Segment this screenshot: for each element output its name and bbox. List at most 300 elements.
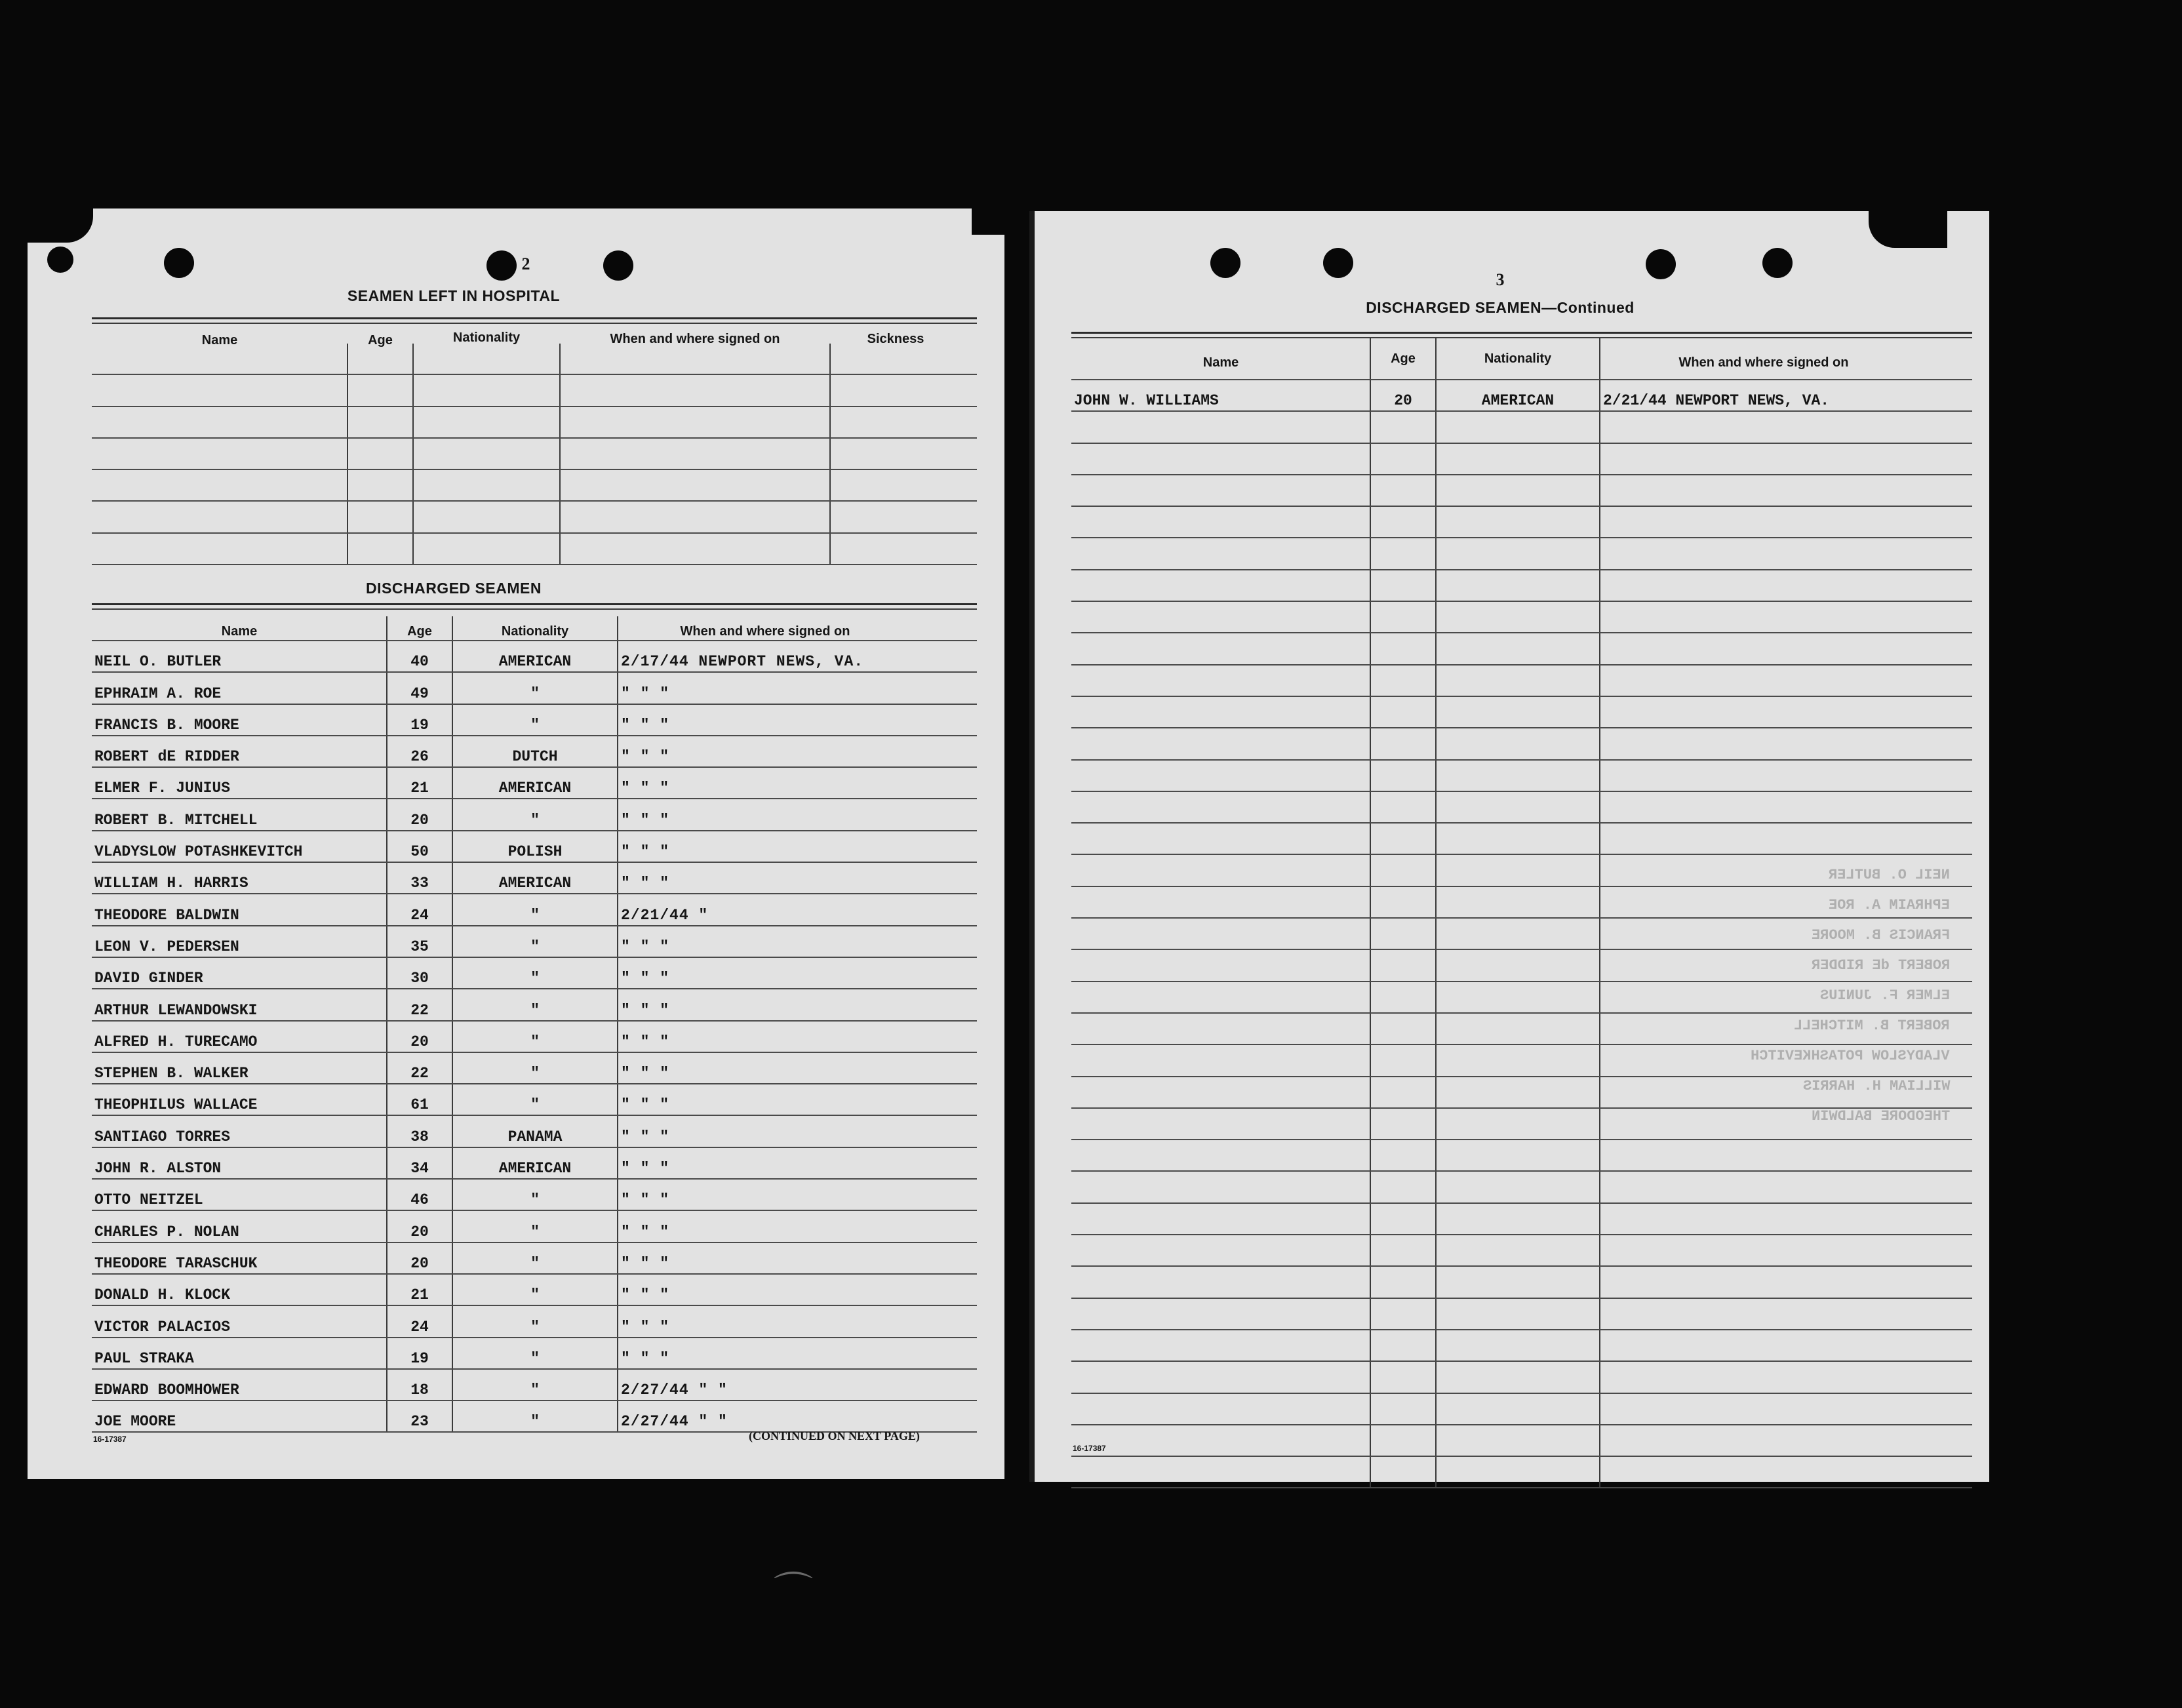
seaman-name: JOHN R. ALSTON (92, 1147, 387, 1179)
bleed-through-line: ROBERT B. MITCHELL (1794, 1018, 1950, 1034)
hospital-cell-sickness (830, 407, 977, 438)
empty-cell (1370, 538, 1436, 569)
empty-cell (1071, 728, 1370, 759)
empty-cell (1370, 506, 1436, 538)
hospital-table (92, 344, 977, 565)
table-row (92, 1305, 977, 1337)
empty-cell (1436, 411, 1600, 443)
table-row (92, 438, 977, 469)
empty-row (1071, 475, 1972, 506)
right-col-nationality: Nationality (1484, 351, 1552, 366)
seaman-nationality: " (452, 1369, 618, 1400)
hospital-cell-nationality (413, 374, 560, 406)
seaman-signed-on: " " " (618, 1147, 977, 1179)
table-row (92, 1210, 977, 1242)
empty-cell (1071, 1108, 1370, 1140)
empty-cell (1071, 696, 1370, 728)
binder-hole-icon (164, 248, 194, 278)
empty-cell (1436, 570, 1600, 601)
empty-cell (1436, 1044, 1600, 1076)
table-row (92, 1147, 977, 1179)
binder-hole-icon (1762, 248, 1793, 278)
seaman-signed-on: 2/21/44 " (618, 894, 977, 925)
seaman-signed-on: " " " (618, 862, 977, 894)
seaman-nationality: " (452, 957, 618, 989)
empty-cell (1071, 982, 1370, 1013)
empty-cell (1071, 1235, 1370, 1266)
empty-cell (1436, 665, 1600, 696)
empty-cell (1370, 696, 1436, 728)
seaman-name: ELMER F. JUNIUS (92, 767, 387, 799)
table-row (92, 1052, 977, 1084)
empty-cell (1370, 982, 1436, 1013)
empty-cell (1071, 760, 1370, 791)
hospital-cell-signed (560, 501, 830, 532)
empty-cell (1370, 1456, 1436, 1488)
seaman-signed-on: " " " (618, 989, 977, 1020)
table-row (92, 533, 977, 565)
empty-cell (1071, 506, 1370, 538)
hospital-cell-sickness (830, 344, 977, 374)
empty-cell (1071, 1077, 1370, 1108)
seaman-nationality: " (452, 989, 618, 1020)
empty-cell (1436, 791, 1600, 823)
seaman-age: 22 (387, 989, 452, 1020)
empty-row (1071, 1140, 1972, 1171)
empty-cell (1071, 1044, 1370, 1076)
seaman-age: 49 (387, 672, 452, 704)
header-cell (387, 616, 452, 641)
empty-cell (1600, 633, 1972, 664)
form-number: 16-17387 (1073, 1444, 1106, 1453)
empty-cell (1600, 475, 1972, 506)
empty-cell (1071, 633, 1370, 664)
bleed-through-line: ELMER F. JUNIUS (1819, 987, 1950, 1004)
table-row (92, 374, 977, 406)
bleed-through-line: VLADYSLOW POTASHKEVITCH (1751, 1048, 1950, 1064)
seaman-name: JOHN W. WILLIAMS (1071, 380, 1370, 411)
table-row (92, 957, 977, 989)
seaman-signed-on: " " " (618, 831, 977, 862)
empty-row (1071, 1425, 1972, 1456)
header-cell (92, 616, 387, 641)
empty-cell (1071, 854, 1370, 886)
empty-cell (1600, 538, 1972, 569)
seaman-nationality: AMERICAN (1436, 380, 1600, 411)
bleed-through-line: NEIL O. BUTLER (1829, 867, 1950, 883)
pen-mark: ⌒ (774, 1569, 813, 1615)
empty-cell (1600, 601, 1972, 633)
table-row (92, 1400, 977, 1432)
table-row (92, 767, 977, 799)
empty-cell (1436, 1140, 1600, 1171)
hospital-col-nationality: Nationality (452, 330, 521, 345)
table-row (92, 799, 977, 830)
torn-corner (28, 209, 93, 243)
right-col-signed: When and where signed on (1678, 355, 1849, 370)
binder-hole-icon (1646, 249, 1676, 279)
empty-cell (1436, 918, 1600, 949)
empty-cell (1436, 854, 1600, 886)
seaman-age: 26 (387, 736, 452, 767)
empty-row (1071, 538, 1972, 569)
empty-cell (1436, 1393, 1600, 1425)
empty-row (1071, 1456, 1972, 1488)
empty-cell (1071, 443, 1370, 475)
hospital-cell-nationality (413, 469, 560, 501)
empty-cell (1370, 1108, 1436, 1140)
empty-cell (1071, 1171, 1370, 1202)
empty-cell (1370, 1330, 1436, 1361)
header-cell (1600, 338, 1972, 380)
hospital-cell-age (347, 469, 413, 501)
table-row (92, 704, 977, 736)
empty-row (1071, 1361, 1972, 1393)
hospital-cell-sickness (830, 374, 977, 406)
seaman-nationality: AMERICAN (452, 1147, 618, 1179)
seaman-name: LEON V. PEDERSEN (92, 926, 387, 957)
empty-cell (1436, 538, 1600, 569)
empty-cell (1600, 696, 1972, 728)
empty-cell (1600, 791, 1972, 823)
right-top-rule (1071, 332, 1972, 334)
seaman-name: NEIL O. BUTLER (92, 641, 387, 672)
seaman-age: 24 (387, 1305, 452, 1337)
empty-cell (1600, 1361, 1972, 1393)
right-page (1029, 211, 1989, 1482)
seaman-signed-on: 2/17/44 NEWPORT NEWS, VA. (618, 641, 977, 672)
empty-row (1071, 728, 1972, 759)
empty-row (1071, 1298, 1972, 1330)
seaman-name: DAVID GINDER (92, 957, 387, 989)
empty-cell (1600, 1456, 1972, 1488)
empty-cell (1600, 760, 1972, 791)
empty-cell (1370, 1044, 1436, 1076)
hospital-cell-signed (560, 374, 830, 406)
table-row (92, 344, 977, 374)
seaman-name: THEODORE BALDWIN (92, 894, 387, 925)
table-row (92, 641, 977, 672)
empty-cell (1600, 1266, 1972, 1298)
bleed-through-line: ROBERT dE RIDDER (1811, 957, 1950, 974)
empty-row (1071, 760, 1972, 791)
seaman-signed-on: 2/27/44 " " (618, 1369, 977, 1400)
empty-cell (1071, 1425, 1370, 1456)
page-number: 3 (1496, 270, 1505, 289)
empty-cell (1071, 411, 1370, 443)
empty-cell (1436, 823, 1600, 854)
empty-cell (1600, 728, 1972, 759)
hospital-cell-nationality (413, 438, 560, 469)
table-row (92, 862, 977, 894)
empty-cell (1600, 1425, 1972, 1456)
discharged-col-signed: When and where signed on (680, 624, 850, 639)
empty-cell (1436, 696, 1600, 728)
right-col-age: Age (1391, 351, 1416, 366)
table-row (92, 1338, 977, 1369)
seaman-name: STEPHEN B. WALKER (92, 1052, 387, 1084)
empty-cell (1370, 1203, 1436, 1235)
empty-cell (1370, 1361, 1436, 1393)
seaman-signed-on: " " " (618, 1179, 977, 1210)
seaman-age: 50 (387, 831, 452, 862)
empty-row (1071, 601, 1972, 633)
empty-cell (1370, 443, 1436, 475)
seaman-name: THEOPHILUS WALLACE (92, 1084, 387, 1115)
seaman-signed-on: 2/27/44 " " (618, 1400, 977, 1432)
seaman-age: 38 (387, 1115, 452, 1147)
hospital-cell-age (347, 344, 413, 374)
seaman-signed-on: " " " (618, 1242, 977, 1274)
empty-cell (1436, 1013, 1600, 1044)
table-row (92, 831, 977, 862)
empty-cell (1436, 1171, 1600, 1202)
seaman-age: 19 (387, 704, 452, 736)
empty-cell (1436, 1203, 1600, 1235)
empty-cell (1071, 1298, 1370, 1330)
seaman-age: 20 (387, 1242, 452, 1274)
empty-cell (1370, 728, 1436, 759)
seaman-name: DONALD H. KLOCK (92, 1274, 387, 1305)
empty-cell (1071, 1266, 1370, 1298)
empty-cell (1370, 1298, 1436, 1330)
empty-cell (1600, 1298, 1972, 1330)
seaman-age: 19 (387, 1338, 452, 1369)
empty-cell (1071, 1393, 1370, 1425)
table-row (92, 989, 977, 1020)
binder-hole-icon (603, 250, 633, 281)
empty-cell (1600, 443, 1972, 475)
seaman-signed-on: " " " (618, 926, 977, 957)
empty-cell (1071, 1456, 1370, 1488)
empty-cell (1436, 1456, 1600, 1488)
empty-cell (1436, 949, 1600, 981)
empty-cell (1370, 1140, 1436, 1171)
seaman-age: 35 (387, 926, 452, 957)
seaman-nationality: " (452, 1338, 618, 1369)
seaman-age: 34 (387, 1147, 452, 1179)
seaman-age: 40 (387, 641, 452, 672)
hospital-col-signed: When and where signed on (610, 332, 780, 346)
empty-row (1071, 791, 1972, 823)
seaman-age: 20 (1370, 380, 1436, 411)
empty-row (1071, 665, 1972, 696)
hospital-col-name: Name (201, 333, 238, 348)
hospital-cell-nationality (413, 501, 560, 532)
table-row (1071, 380, 1972, 411)
hospital-cell-name (92, 374, 347, 406)
seaman-nationality: PANAMA (452, 1115, 618, 1147)
seaman-signed-on: " " " (618, 1305, 977, 1337)
seaman-name: PAUL STRAKA (92, 1338, 387, 1369)
empty-cell (1436, 1298, 1600, 1330)
seaman-name: THEODORE TARASCHUK (92, 1242, 387, 1274)
empty-cell (1370, 949, 1436, 981)
page-gutter (1029, 211, 1035, 1482)
hospital-cell-age (347, 533, 413, 565)
empty-row (1071, 443, 1972, 475)
seaman-signed-on: " " " (618, 1338, 977, 1369)
empty-cell (1600, 1203, 1972, 1235)
hospital-cell-age (347, 407, 413, 438)
hospital-cell-name (92, 533, 347, 565)
bleed-through-line: THEODORE BALDWIN (1811, 1108, 1950, 1124)
seaman-nationality: " (452, 926, 618, 957)
seaman-nationality: " (452, 1179, 618, 1210)
seaman-nationality: POLISH (452, 831, 618, 862)
seaman-age: 20 (387, 799, 452, 830)
bleed-through-line: WILLIAM H. HARRIS (1802, 1078, 1950, 1094)
empty-cell (1370, 1171, 1436, 1202)
seaman-signed-on: " " " (618, 1115, 977, 1147)
binder-hole-icon (1210, 248, 1240, 278)
empty-cell (1370, 1013, 1436, 1044)
seaman-nationality: AMERICAN (452, 862, 618, 894)
seaman-nationality: " (452, 799, 618, 830)
seaman-signed-on: " " " (618, 1052, 977, 1084)
seaman-nationality: " (452, 894, 618, 925)
table-row (92, 736, 977, 767)
seaman-age: 22 (387, 1052, 452, 1084)
empty-cell (1370, 475, 1436, 506)
seaman-signed-on: " " " (618, 1274, 977, 1305)
seaman-age: 21 (387, 767, 452, 799)
empty-cell (1370, 886, 1436, 918)
seaman-name: VLADYSLOW POTASHKEVITCH (92, 831, 387, 862)
seaman-name: JOE MOORE (92, 1400, 387, 1432)
hospital-cell-signed (560, 469, 830, 501)
seaman-signed-on: 2/21/44 NEWPORT NEWS, VA. (1600, 380, 1972, 411)
hospital-col-age: Age (368, 333, 393, 348)
seaman-nationality: AMERICAN (452, 641, 618, 672)
seaman-age: 18 (387, 1369, 452, 1400)
seaman-nationality: " (452, 1210, 618, 1242)
table-row (92, 1274, 977, 1305)
seaman-nationality: " (452, 1242, 618, 1274)
seaman-name: EDWARD BOOMHOWER (92, 1369, 387, 1400)
empty-cell (1600, 665, 1972, 696)
seaman-nationality: " (452, 1305, 618, 1337)
seaman-name: ALFRED H. TURECAMO (92, 1021, 387, 1052)
table-row (92, 1242, 977, 1274)
empty-cell (1370, 760, 1436, 791)
empty-cell (1370, 570, 1436, 601)
empty-cell (1436, 1425, 1600, 1456)
empty-cell (1071, 823, 1370, 854)
table-row (92, 469, 977, 501)
table-row (92, 501, 977, 532)
discharged-top-rule-2 (92, 608, 977, 610)
seaman-signed-on: " " " (618, 1021, 977, 1052)
empty-cell (1071, 949, 1370, 981)
seaman-name: ROBERT B. MITCHELL (92, 799, 387, 830)
seaman-name: VICTOR PALACIOS (92, 1305, 387, 1337)
table-row (92, 926, 977, 957)
seaman-nationality: AMERICAN (452, 767, 618, 799)
seaman-name: CHARLES P. NOLAN (92, 1210, 387, 1242)
hospital-cell-name (92, 501, 347, 532)
seaman-nationality: " (452, 1052, 618, 1084)
seaman-age: 33 (387, 862, 452, 894)
empty-cell (1370, 918, 1436, 949)
seaman-name: WILLIAM H. HARRIS (92, 862, 387, 894)
empty-row (1071, 696, 1972, 728)
header-cell (1071, 338, 1370, 380)
discharged-section-title: DISCHARGED SEAMEN (366, 580, 542, 597)
seaman-signed-on: " " " (618, 799, 977, 830)
seaman-nationality: " (452, 1084, 618, 1115)
seaman-age: 20 (387, 1210, 452, 1242)
seaman-nationality: " (452, 1400, 618, 1432)
header-row (92, 616, 977, 641)
table-row (92, 672, 977, 704)
empty-cell (1436, 633, 1600, 664)
continued-note: (CONTINUED ON NEXT PAGE) (749, 1429, 920, 1442)
empty-cell (1071, 1361, 1370, 1393)
empty-cell (1436, 982, 1600, 1013)
empty-cell (1370, 601, 1436, 633)
empty-cell (1370, 411, 1436, 443)
empty-row (1071, 1235, 1972, 1266)
empty-cell (1600, 1140, 1972, 1171)
empty-row (1071, 411, 1972, 443)
table-row (92, 1179, 977, 1210)
seaman-age: 21 (387, 1274, 452, 1305)
discharged-col-age: Age (407, 624, 432, 639)
binder-hole-icon (1323, 248, 1353, 278)
seaman-age: 23 (387, 1400, 452, 1432)
hospital-cell-sickness (830, 438, 977, 469)
hospital-section-title: SEAMEN LEFT IN HOSPITAL (347, 287, 561, 304)
binder-hole-icon (47, 247, 73, 273)
empty-cell (1436, 475, 1600, 506)
empty-cell (1436, 1361, 1600, 1393)
seaman-signed-on: " " " (618, 1084, 977, 1115)
table-row (92, 1021, 977, 1052)
empty-cell (1600, 506, 1972, 538)
discharged-top-rule (92, 603, 977, 605)
table-row (92, 1084, 977, 1115)
torn-edge (972, 209, 1004, 235)
empty-cell (1071, 1203, 1370, 1235)
bleed-through-line: EPHRAIM A. ROE (1829, 897, 1950, 913)
empty-cell (1071, 665, 1370, 696)
seaman-signed-on: " " " (618, 767, 977, 799)
empty-cell (1071, 791, 1370, 823)
empty-cell (1071, 886, 1370, 918)
empty-cell (1600, 1393, 1972, 1425)
empty-row (1071, 1330, 1972, 1361)
hospital-cell-nationality (413, 344, 560, 374)
hospital-cell-age (347, 374, 413, 406)
seaman-age: 61 (387, 1084, 452, 1115)
empty-cell (1600, 1235, 1972, 1266)
empty-cell (1370, 791, 1436, 823)
hospital-cell-sickness (830, 469, 977, 501)
header-cell (452, 616, 618, 641)
right-section-title: DISCHARGED SEAMEN—Continued (1366, 299, 1635, 316)
empty-cell (1071, 1140, 1370, 1171)
seaman-name: SANTIAGO TORRES (92, 1115, 387, 1147)
seaman-signed-on: " " " (618, 704, 977, 736)
form-number: 16-17387 (93, 1435, 127, 1444)
seaman-nationality: DUTCH (452, 736, 618, 767)
seaman-name: OTTO NEITZEL (92, 1179, 387, 1210)
seaman-age: 20 (387, 1021, 452, 1052)
hospital-cell-sickness (830, 501, 977, 532)
seaman-age: 30 (387, 957, 452, 989)
hospital-cell-nationality (413, 533, 560, 565)
